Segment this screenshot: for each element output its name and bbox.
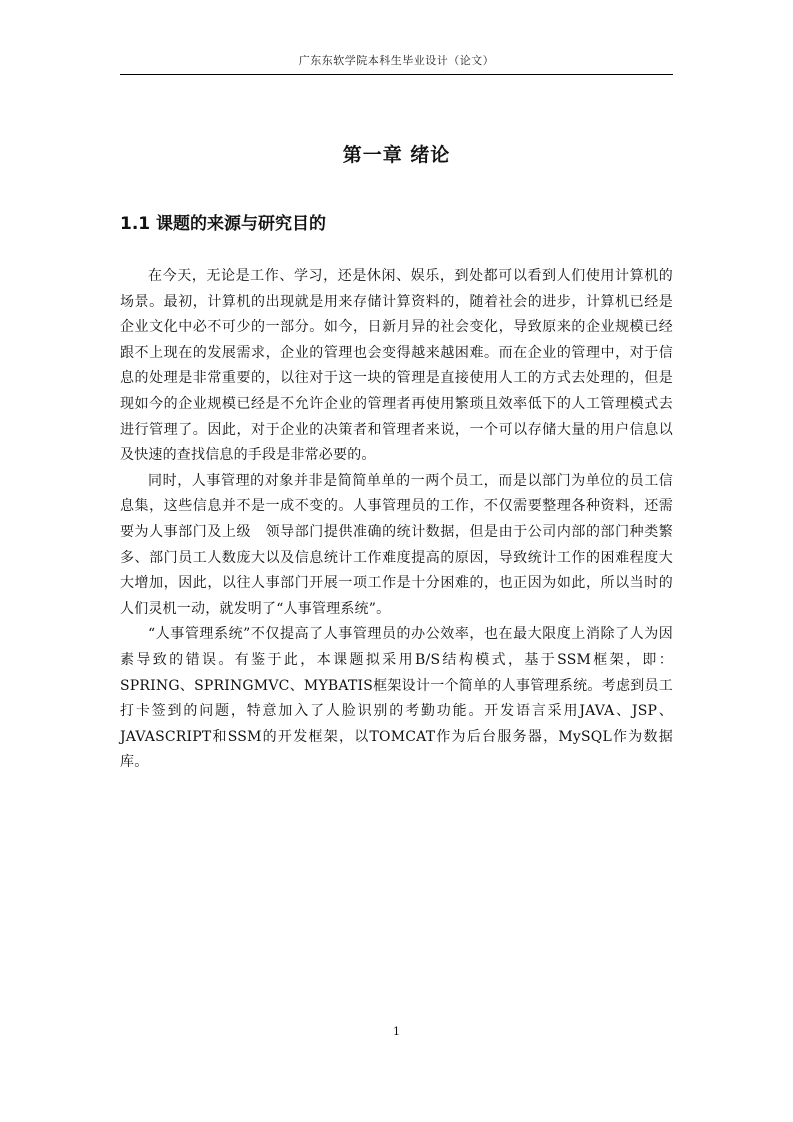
body-text <box>120 264 673 776</box>
chapter-title: 第一章 绪论 <box>342 144 451 166</box>
paragraph-2: 同时，人事管理的对象并非是简简单单的一两个员工，而是以部门为单位的员工信息集，这些信息并不是一成不变的。人事管理员的工作，不仅需要整理各种资料，还需要为人事部门及上级 领导部门提供准确的统计数据，但是由于公司内部的部门种类繁多、部门员工人数庞大以及信息统计工作难度提高的原因，导致统计工作的困难程度大大增加，因此，以往人事部门开展一项工作是十分困难的，也正因为如此，所以当时的人们灵机一动，就发明了“人事管理系统”。 <box>120 472 673 617</box>
page-header: 广东东软学院本科生毕业设计（论文） <box>120 54 673 75</box>
page-number: 1 <box>393 1025 400 1038</box>
section-title: 1.1 课题的来源与研究目的 <box>120 214 327 234</box>
paragraph-3: “人事管理系统”不仅提高了人事管理员的办公效率，也在最大限度上消除了人为因素导致的错误。有鉴于此，本课题拟采用B/S结构模式，基于SSM框架，即：SPRING、SPRINGMVC、MYBATIS框架设计一个简单的人事管理系统。考虑到员工打卡签到的问题，特意加入了人脸识别的考勤功能。开发语言采用JAVA、JSP、JAVASCRIPT和SSM的开发框架，以TOMCAT作为后台服务器，MySQL作为数据库。 <box>120 626 673 771</box>
paragraph-1: 在今天，无论是工作、学习，还是休闲、娱乐，到处都可以看到人们使用计算机的场景。最初，计算机的出现就是用来存储计算资料的，随着社会的进步，计算机已经是企业文化中必不可少的一部分。如今，日新月异的社会变化，导致原来的企业规模已经跟不上现在的发展需求，企业的管理也会变得越来越困难。而在企业的管理中，对于信息的处理是非常重要的，以往对于这一块的管理是直接使用人工的方式去处理的，但是现如今的企业规模已经是不允许企业的管理者再使用繁琐且效率低下的人工管理模式去进行管理了。因此，对于企业的决策者和管理者来说，一个可以存储大量的用户信息以及快速的查找信息的手段是非常必要的。 <box>120 268 673 464</box>
